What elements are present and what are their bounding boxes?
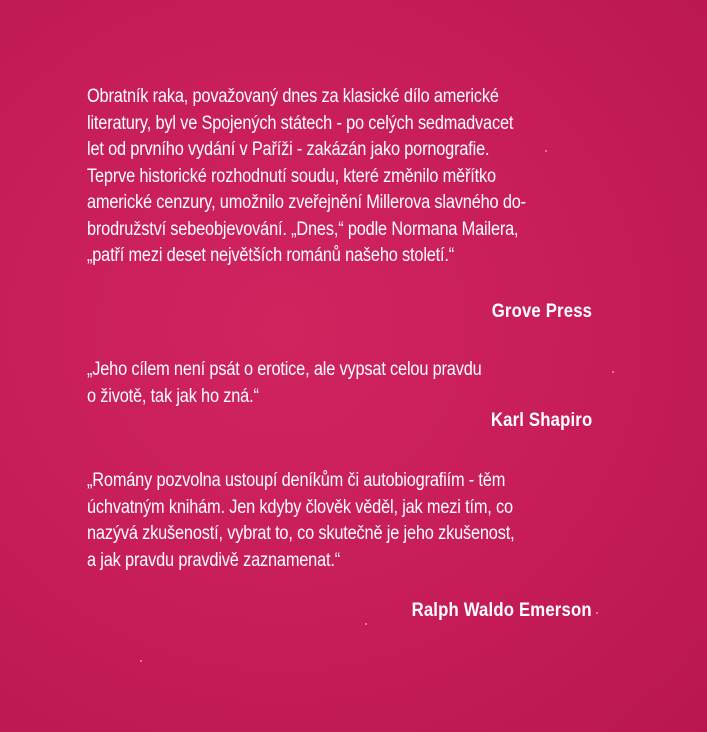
print-speck xyxy=(545,150,547,152)
quote-paragraph-3: „Romány pozvolna ustoupí deníkům či autobiografiím - těm úchvatným knihám. Jen kdyby člověk věděl, jak mezi tím, co nazývá zkušeností, vybrat to, co skutečně je jeho zkušenost, a jak pravdu pravdivě zaznamenat.“ xyxy=(87,470,515,571)
print-speck xyxy=(140,660,142,662)
quote-author-3: Ralph Waldo Emerson xyxy=(411,600,592,621)
quote-paragraph-2: „Jeho cílem není psát o erotice, ale vypsat celou pravdu o životě, tak jak ho zná.“ xyxy=(87,359,482,407)
quote-paragraph-1: Obratník raka, považovaný dnes za klasické dílo americké literatury, byl ve Spojených státech - po celých sedmadvacet let od prvního vydání v Paříži - zakázán jako pornografie. Teprve historické rozhodnutí soudu, které změnilo měřítko americké cenzury, umožnilo zveřejnění Millerova slavného do- brodružství sebeobjevování. „Dnes,“ podle Normana Mailera, „patří mezi deset největších románů našeho století.“ xyxy=(87,86,526,266)
print-speck xyxy=(612,371,614,373)
quote-author-2: Karl Shapiro xyxy=(490,410,592,431)
quote-author-1: Grove Press xyxy=(491,301,592,322)
print-speck xyxy=(365,623,367,625)
print-speck xyxy=(596,612,598,614)
